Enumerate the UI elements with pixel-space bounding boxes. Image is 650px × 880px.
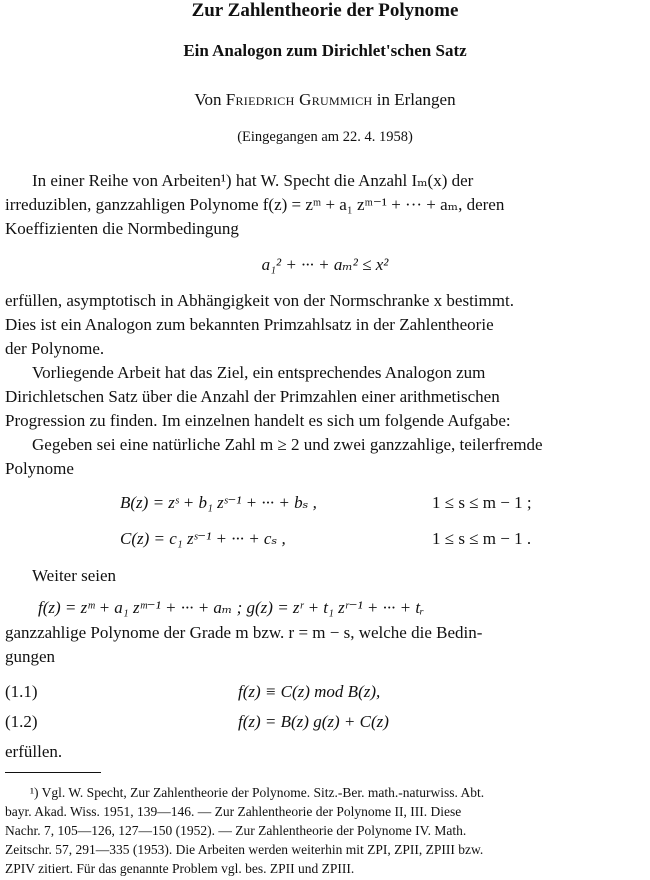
body-line: erfüllen. <box>5 742 63 761</box>
equation-number: (1.1) <box>5 682 38 701</box>
body-line: Weiter seien <box>32 566 117 585</box>
body-line: Koeffizienten die Normbedingung <box>5 219 239 238</box>
body-line: erfüllen, asymptotisch in Abhängigkeit von der Normschranke x bestimmt. <box>5 291 514 310</box>
norm-equation: a₁² + ··· + aₘ² ≤ x² <box>261 255 389 274</box>
body-line: ganzzahlige Polynome der Grade m bzw. r = m − s, welche die Bedin- <box>5 623 483 642</box>
paper-title: Zur Zahlentheorie der Polynome <box>191 0 459 21</box>
footnote-line: ZPIV zitiert. Für das genannte Problem vgl. bes. ZPII und ZPIII. <box>5 861 355 876</box>
byline-prefix: Von <box>194 90 222 109</box>
equation-1-2: f(z) = B(z) g(z) + C(z) <box>238 712 389 731</box>
equation-f-g: f(z) = zᵐ + a₁ zᵐ⁻¹ + ··· + aₘ ; g(z) = zʳ + t₁ zʳ⁻¹ + ··· + tᵣ <box>38 598 425 617</box>
author-name: Friedrich Grummich <box>225 90 373 109</box>
equation-B: B(z) = zˢ + b₁ zˢ⁻¹ + ··· + bₛ , <box>120 493 317 512</box>
body-line: Gegeben sei eine natürliche Zahl m ≥ 2 und zwei ganzzahlige, teilerfremde <box>32 435 543 454</box>
body-line: Dies ist ein Analogon zum bekannten Primzahlsatz in der Zahlentheorie <box>5 315 494 334</box>
body-line: gungen <box>5 647 56 666</box>
body-line: In einer Reihe von Arbeiten¹) hat W. Specht die Anzahl Iₘ(x) der <box>32 171 474 190</box>
body-line: Progression zu finden. Im einzelnen handelt es sich um folgende Aufgabe: <box>5 411 511 430</box>
equation-1-1: f(z) ≡ C(z) mod B(z), <box>238 682 381 701</box>
body-line: der Polynome. <box>5 339 105 358</box>
footnote-rule <box>5 772 101 773</box>
paper-subtitle: Ein Analogon zum Dirichlet'schen Satz <box>183 41 467 60</box>
body-line: Dirichletschen Satz über die Anzahl der Primzahlen einer arithmetischen <box>5 387 500 406</box>
equation-C-condition: 1 ≤ s ≤ m − 1 . <box>432 529 532 548</box>
author-byline <box>0 89 650 111</box>
footnote-line: ¹) Vgl. W. Specht, Zur Zahlentheorie der Polynome. Sitz.-Ber. math.-naturwiss. Abt. <box>30 785 485 800</box>
byline-suffix: in Erlangen <box>376 90 456 109</box>
footnote-line: Nachr. 7, 105—126, 127—150 (1952). — Zur Zahlentheorie der Polynome IV. Math. <box>5 823 467 838</box>
equation-B-condition: 1 ≤ s ≤ m − 1 ; <box>432 493 532 512</box>
footnote-line: bayr. Akad. Wiss. 1951, 139—146. — Zur Zahlentheorie der Polynome II, III. Diese <box>5 804 462 819</box>
body-line: irreduziblen, ganzzahligen Polynome f(z) = zᵐ + a₁ zᵐ⁻¹ + ··· + aₘ, deren <box>5 195 505 214</box>
equation-C: C(z) = c₁ zˢ⁻¹ + ··· + cₛ , <box>120 529 286 548</box>
body-line: Vorliegende Arbeit hat das Ziel, ein entsprechendes Analogon zum <box>32 363 486 382</box>
equation-number: (1.2) <box>5 712 38 731</box>
footnote-line: Zeitschr. 57, 291—335 (1953). Die Arbeiten werden weiterhin mit ZPI, ZPII, ZPIII bzw. <box>5 842 484 857</box>
body-line: Polynome <box>5 459 74 478</box>
received-date: (Eingegangen am 22. 4. 1958) <box>237 129 413 145</box>
